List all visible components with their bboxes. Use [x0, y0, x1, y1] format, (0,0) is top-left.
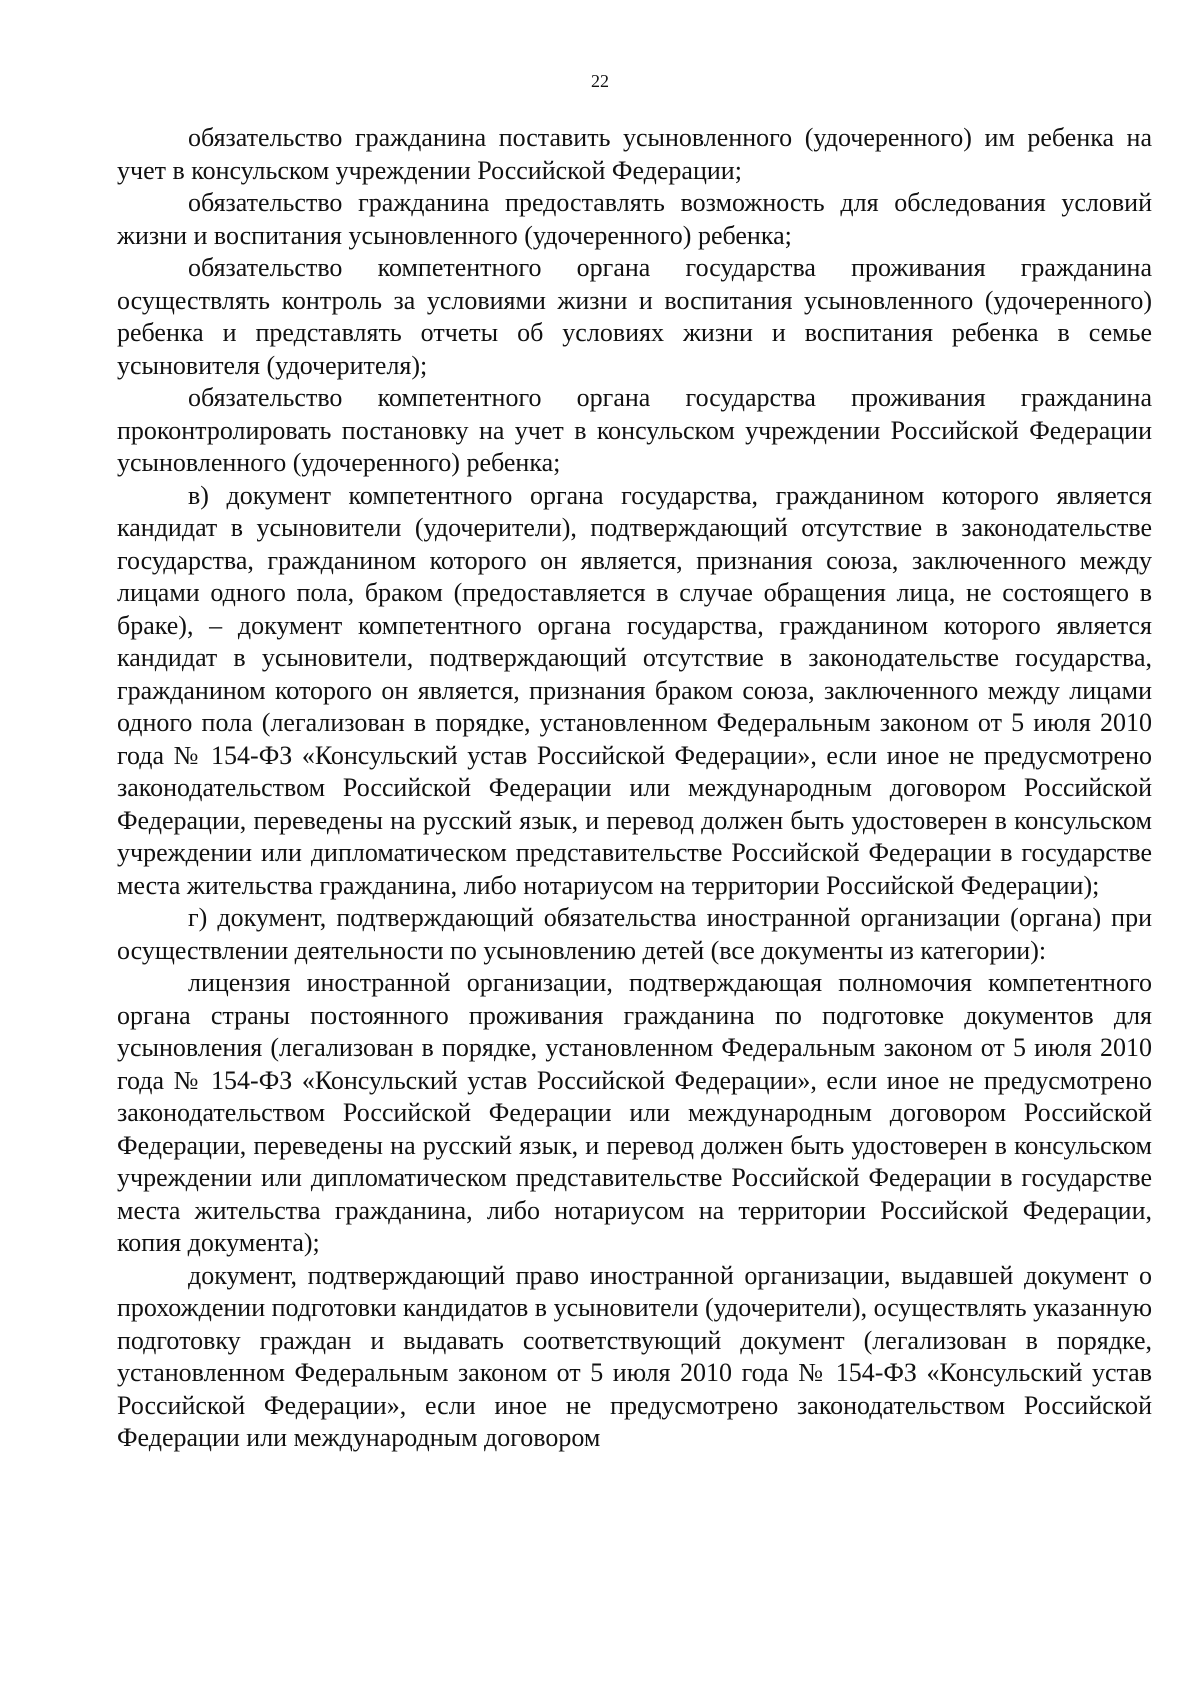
paragraph-training-right-document: документ, подтверждающий право иностранной организации, выдавшей документ о прохождении подготовки кандидатов в усыновители (удочерители), осуществлять указанную подготовку граждан и выдавать соответствующий документ (легализован в порядке, установленном Федеральным законом от 5 июля 2010 года № 154-ФЗ «Консульский устав Российской Федерации», если иное не предусмотрено законодательством Российской Федерации или международным договором	[117, 1260, 1152, 1452]
paragraph-living-conditions-inspection: обязательство гражданина предоставлять возможность для обследования условий жизни и воспитания усыновленного (удочеренного) ребенка;	[117, 188, 1152, 250]
page-number: 22	[591, 71, 609, 91]
paragraph-item-g: г) документ, подтверждающий обязательства иностранной организации (органа) при осуществлении деятельности по усыновлению детей (все документы из категории):	[117, 903, 1152, 965]
paragraph-consular-registration: обязательство гражданина поставить усыновленного (удочеренного) им ребенка на учет в консульском учреждении Российской Федерации;	[117, 123, 1152, 185]
paragraph-item-v: в) документ компетентного органа государства, гражданином которого является кандидат в усыновители (удочерители), подтверждающий отсутствие в законодательстве государства, гражданином которого он является, признания союза, заключенного между лицами одного пола, браком (предоставляется в случае обращения лица, не состоящего в браке), – документ компетентного органа государства, гражданином которого является кандидат в усыновители, подтверждающий отсутствие в законодательстве государства, гражданином которого он является, признания браком союза, заключенного между лицами одного пола (легализован в порядке, установленном Федеральным законом от 5 июля 2010 года № 154-ФЗ «Консульский устав Российской Федерации», если иное не предусмотрено законодательством Российской Федерации или международным договором Российской Федерации, переведены на русский язык, и перевод должен быть удостоверен в консульском учреждении или дипломатическом представительстве Российской Федерации в государстве места жительства гражданина, либо нотариусом на территории Российской Федерации);	[117, 480, 1152, 900]
paragraph-license: лицензия иностранной организации, подтверждающая полномочия компетентного органа страны постоянного проживания гражданина по подготовке документов для усыновления (легализован в порядке, установленном Федеральным законом от 5 июля 2010 года № 154-ФЗ «Консульский устав Российской Федерации», если иное не предусмотрено законодательством Российской Федерации или международным договором Российской Федерации, переведены на русский язык, и перевод должен быть удостоверен в консульском учреждении или дипломатическом представительстве Российской Федерации в государстве места жительства гражданина, либо нотариусом на территории Российской Федерации, копия документа);	[117, 968, 1152, 1257]
document-body	[117, 122, 1152, 1455]
paragraph-registration-control: обязательство компетентного органа государства проживания гражданина проконтролировать постановку на учет в консульском учреждении Российской Федерации усыновленного (удочеренного) ребенка;	[117, 383, 1152, 477]
paragraph-control-and-reports: обязательство компетентного органа государства проживания гражданина осуществлять контроль за условиями жизни и воспитания усыновленного (удочеренного) ребенка и представлять отчеты об условиях жизни и воспитания ребенка в семье усыновителя (удочерителя);	[117, 253, 1152, 380]
